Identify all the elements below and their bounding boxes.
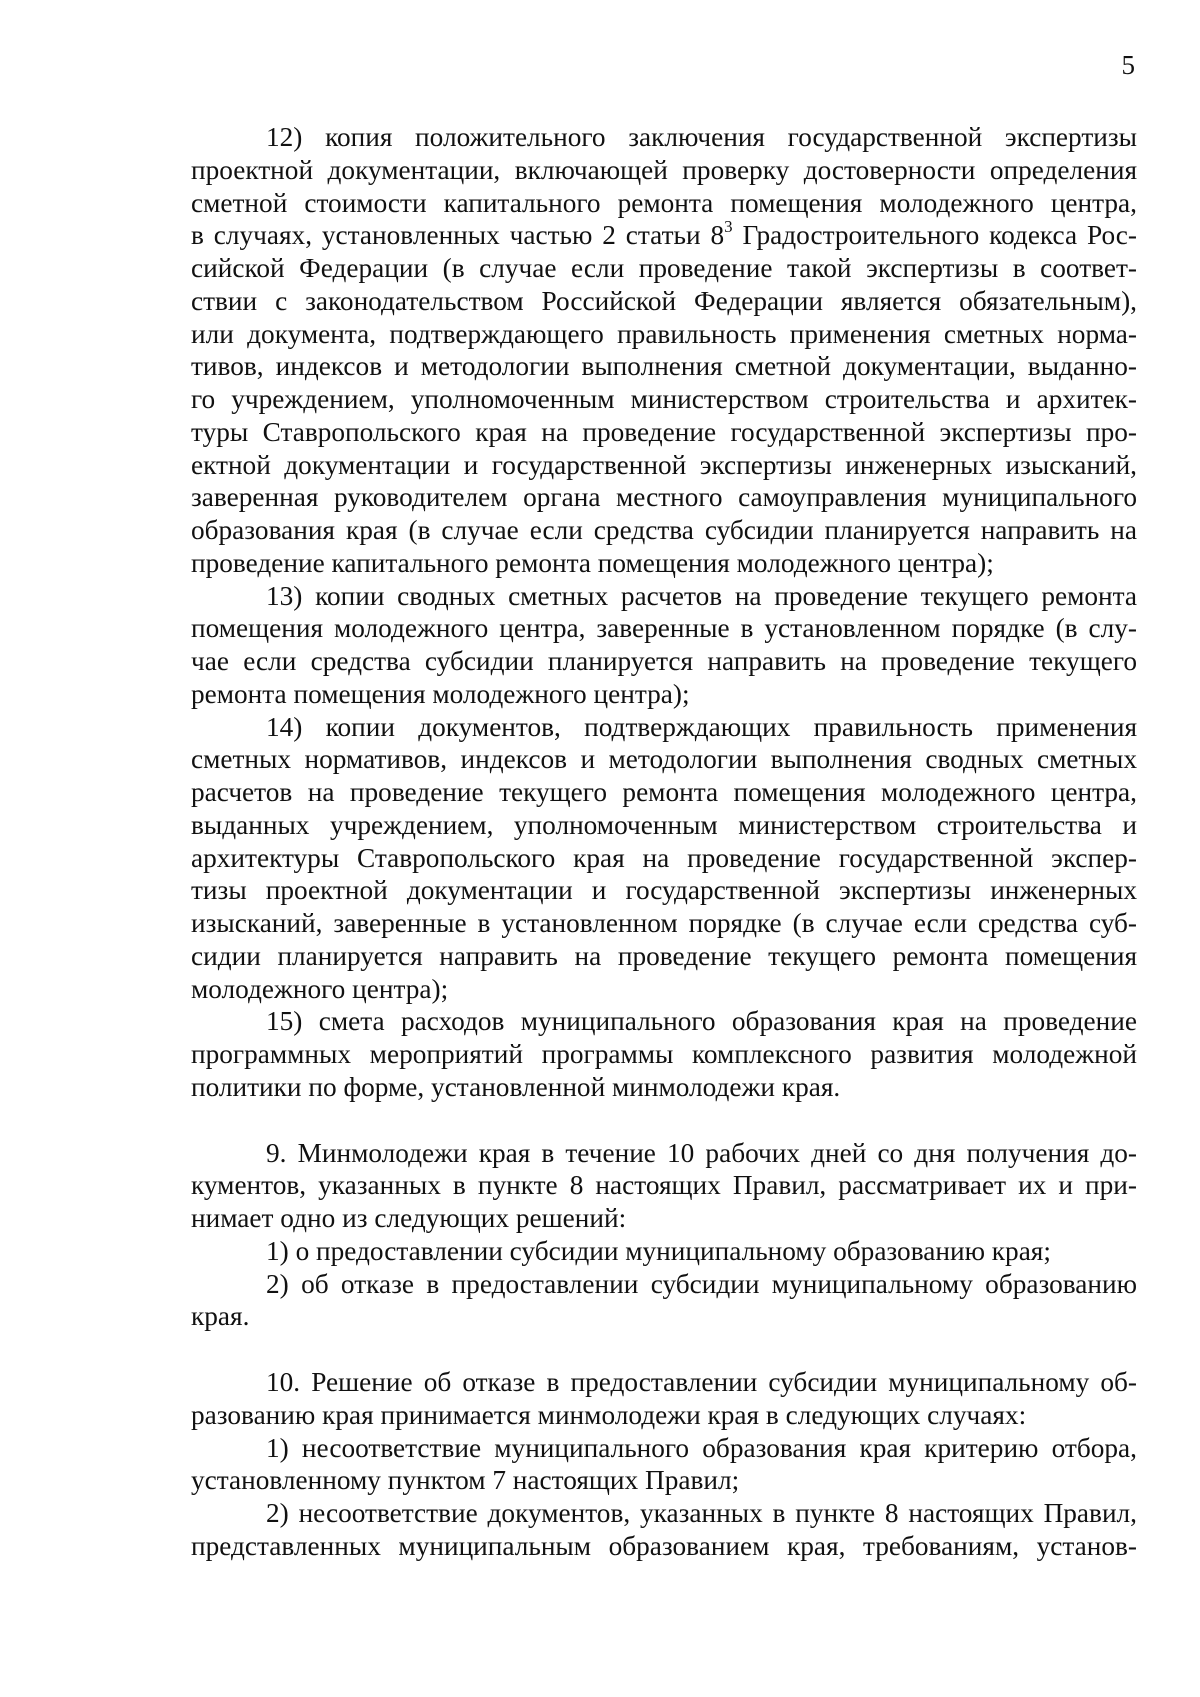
text-line: 2) об отказе в предоставлении субсидии муниципальному образованию — [266, 1268, 1137, 1299]
text-line-with-superscript — [191, 216, 1137, 252]
text-line: ствии с законодательством Российской Федерации является обязательным), — [191, 285, 1137, 316]
text-line: ремонта помещения молодежного центра); — [191, 678, 690, 709]
text-line: установленному пунктом 7 настоящих Правил; — [191, 1465, 740, 1496]
section-gap — [191, 1104, 1137, 1137]
section-10-item-1 — [191, 1432, 1137, 1498]
text-line: сидии планируется направить на проведение текущего ремонта помещения — [191, 940, 1137, 971]
text-line: выданных учреждением, уполномоченным министерством строительства и — [191, 809, 1137, 840]
text-line: 1) о предоставлении субсидии муниципальному образованию края; — [266, 1235, 1051, 1266]
text-line: программных мероприятий программы комплексного развития молодежной — [191, 1039, 1137, 1069]
text-line: 9. Минмолодежи края в течение 10 рабочих дней со дня получения до- — [266, 1137, 1137, 1168]
text-line: го учреждением, уполномоченным министерством строительства и архитек- — [191, 384, 1137, 414]
text-line: или документа, подтверждающего правильность применения сметных норма- — [191, 318, 1137, 349]
text-line: кументов, указанных в пункте 8 настоящих Правил, рассматривает их и при- — [191, 1170, 1137, 1201]
text-line: сметной стоимости капитального ремонта помещения молодежного центра, — [191, 187, 1137, 218]
paragraph-item-14 — [191, 711, 1137, 1006]
text-line: изысканий, заверенные в установленном порядке (в случае если средства суб- — [191, 908, 1137, 938]
section-9 — [191, 1137, 1137, 1235]
document-body — [191, 121, 1137, 1563]
superscript: 3 — [724, 216, 733, 236]
text-line: нимает одно из следующих решений: — [191, 1203, 627, 1233]
text-line: разованию края принимается минмолодежи края в следующих случаях: — [191, 1399, 1027, 1430]
text-line: помещения молодежного центра, заверенные в установленном порядке (в слу- — [191, 613, 1137, 644]
text-fragment: Градостроительного кодекса Рос- — [732, 220, 1137, 251]
text-line: туры Ставропольского края на проведение государственной экспертизы про- — [191, 416, 1137, 447]
text-line: 13) копии сводных сметных расчетов на проведение текущего ремонта — [266, 580, 1137, 611]
text-line: проектной документации, включающей проверку достоверности определения — [191, 154, 1137, 185]
text-line: 1) несоответствие муниципального образования края критерию отбора, — [266, 1432, 1137, 1463]
section-9-item-1 — [191, 1235, 1137, 1268]
text-line: 15) смета расходов муниципального образования края на проведение — [266, 1006, 1137, 1037]
text-fragment: в случаях, установленных частью 2 статьи 8 — [191, 220, 725, 251]
text-line: чае если средства субсидии планируется направить на проведение текущего — [191, 646, 1137, 676]
text-line: тизы проектной документации и государственной экспертизы инженерных — [191, 875, 1137, 906]
section-10 — [191, 1366, 1137, 1432]
paragraph-item-15 — [191, 1005, 1137, 1103]
text-line: ектной документации и государственной экспертизы инженерных изысканий, — [191, 449, 1137, 480]
text-line: сийской Федерации (в случае если проведение такой экспертизы в соответ- — [191, 253, 1137, 283]
section-9-item-2 — [191, 1268, 1137, 1334]
text-line: сметных нормативов, индексов и методологии выполнения сводных сметных — [191, 744, 1137, 775]
paragraph-item-13 — [191, 580, 1137, 711]
text-line: политики по форме, установленной минмолодежи края. — [191, 1071, 841, 1102]
section-gap — [191, 1333, 1137, 1366]
paragraph-item-12 — [191, 121, 1137, 580]
section-10-item-2 — [191, 1497, 1137, 1563]
page-number: 5 — [1121, 50, 1135, 80]
text-line: 14) копии документов, подтверждающих правильность применения — [266, 711, 1137, 742]
text-line: молодежного центра); — [191, 973, 449, 1004]
text-line: тивов, индексов и методологии выполнения сметной документации, выданно- — [191, 351, 1137, 382]
text-line: 12) копия положительного заключения государственной экспертизы — [266, 122, 1137, 152]
text-line: проведение капитального ремонта помещения молодежного центра); — [191, 547, 994, 578]
text-line: 10. Решение об отказе в предоставлении субсидии муниципальному об- — [266, 1367, 1137, 1397]
text-line: архитектуры Ставропольского края на проведение государственной экспер- — [191, 842, 1137, 873]
text-line: образования края (в случае если средства субсидии планируется направить на — [191, 515, 1137, 545]
text-line: расчетов на проведение текущего ремонта помещения молодежного центра, — [191, 777, 1137, 807]
text-line: заверенная руководителем органа местного самоуправления муниципального — [191, 482, 1137, 513]
text-line: края. — [191, 1301, 250, 1332]
text-line: 2) несоответствие документов, указанных в пункте 8 настоящих Правил, — [266, 1498, 1137, 1528]
text-line: представленных муниципальным образованием края, требованиям, установ- — [191, 1530, 1137, 1561]
